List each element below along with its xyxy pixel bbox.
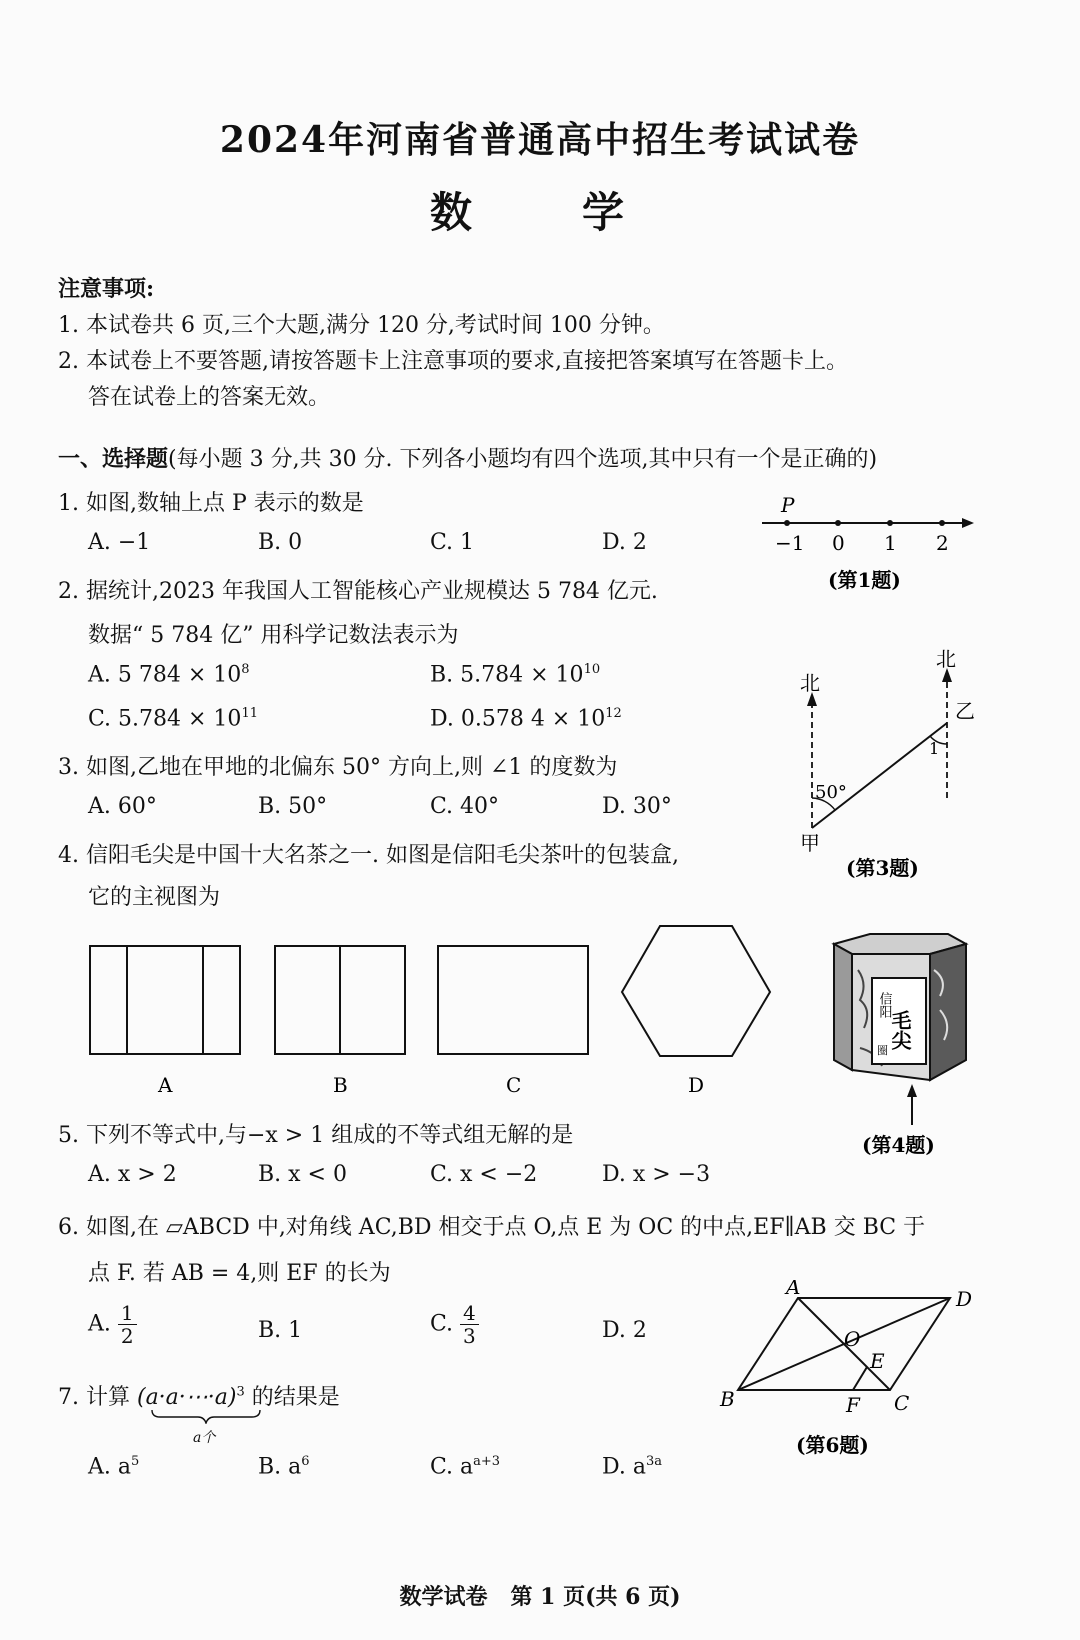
q7-option-a-exp: 5 xyxy=(131,1454,140,1469)
q2-option-d-exp: 12 xyxy=(605,706,622,721)
q2-option-b xyxy=(430,662,600,687)
q2-option-c-base: C. 5.784 × 10 xyxy=(88,706,242,732)
q7-underbrace-label: a个 xyxy=(192,1430,216,1446)
q5-option-b: B. x < 0 xyxy=(258,1162,347,1187)
q6-stem-2: 点 F. 若 AB = 4,则 EF 的长为 xyxy=(88,1261,391,1286)
q7-expression-exp: 3 xyxy=(236,1384,245,1400)
q3-option-d: D. 30° xyxy=(602,794,672,819)
q4-option-c-label: C xyxy=(506,1073,522,1097)
q7-option-b-base: B. a xyxy=(258,1454,302,1480)
q6-point-e: E xyxy=(870,1349,885,1373)
q1-tick-label: 1 xyxy=(884,531,897,555)
q1-tick-label: 2 xyxy=(936,531,949,555)
q4-stem-2: 它的主视图为 xyxy=(88,885,221,910)
q1-option-b: B. 0 xyxy=(258,530,303,555)
q1-stem: 1. 如图,数轴上点 P 表示的数是 xyxy=(58,491,364,516)
q2-option-d-base: D. 0.578 4 × 10 xyxy=(430,706,606,732)
q7-expression xyxy=(136,1385,237,1446)
exam-title: 2024年河南省普通高中招生考试试卷 xyxy=(219,119,861,161)
q3-option-a: A. 60° xyxy=(88,794,157,819)
section-title: 一、选择题 xyxy=(58,446,169,472)
q6-option-b: B. 1 xyxy=(258,1318,303,1343)
q1-point-p: P xyxy=(781,493,795,517)
q1-tick-label: −1 xyxy=(775,531,805,555)
q7-option-d-exp: 3a xyxy=(645,1454,662,1469)
q1-number-line-figure xyxy=(750,490,990,600)
q3-option-c: C. 40° xyxy=(430,794,500,819)
notice-item-2: 2. 本试卷上不要答题,请按答题卡上注意事项的要求,直接把答案填写在答题卡上。 xyxy=(58,349,848,374)
q1-caption: (第1题) xyxy=(828,568,901,592)
q2-option-d xyxy=(430,706,622,731)
q6-option-c xyxy=(430,1302,479,1347)
notice-heading: 注意事项: xyxy=(58,276,155,302)
section-heading xyxy=(58,442,877,473)
tea-box-big-text: 毛尖 xyxy=(888,1010,912,1050)
q6-option-a-numerator: 1 xyxy=(118,1302,137,1325)
q6-option-c-fraction xyxy=(460,1302,479,1347)
q2-option-a xyxy=(88,662,250,687)
q3-north-label: 北 xyxy=(800,671,820,695)
q6-option-a xyxy=(88,1302,137,1347)
q7-stem xyxy=(58,1380,340,1446)
q6-option-d: D. 2 xyxy=(602,1318,647,1343)
q7-option-c-exp: a+3 xyxy=(473,1454,501,1469)
q7-option-b xyxy=(258,1454,310,1479)
q6-point-b: B xyxy=(720,1387,735,1411)
q1-option-c: C. 1 xyxy=(430,530,475,555)
q4-stem: 4. 信阳毛尖是中国十大名茶之一. 如图是信阳毛尖茶叶的包装盒, xyxy=(58,843,679,868)
q6-point-o: O xyxy=(844,1327,861,1351)
q4-option-a-view xyxy=(90,946,240,1054)
section-desc: (每小题 3 分,共 30 分. 下列各小题均有四个选项,其中只有一个是正确的) xyxy=(168,447,878,472)
q3-direction-figure xyxy=(780,640,1000,890)
q6-point-f: F xyxy=(846,1393,860,1417)
page-footer: 数学试卷 第 1 页(共 6 页) xyxy=(399,1584,681,1610)
q4-options-figure xyxy=(80,920,800,1110)
q6-option-c-prefix: C. xyxy=(430,1311,454,1337)
tea-box-seal-text: 圈 xyxy=(877,1044,888,1057)
q7-stem-prefix: 7. 计算 xyxy=(58,1385,130,1410)
q7-option-a-base: A. a xyxy=(88,1454,131,1480)
q2-stem-2: 数据“ 5 784 亿” 用科学记数法表示为 xyxy=(88,623,459,648)
q2-option-c xyxy=(88,706,258,731)
q7-expression-base: (a·a·⋯·a) xyxy=(136,1385,237,1410)
q7-option-b-exp: 6 xyxy=(301,1454,310,1469)
q6-option-c-numerator: 4 xyxy=(460,1302,479,1325)
q4-option-c-view xyxy=(438,946,588,1054)
q3-option-b: B. 50° xyxy=(258,794,328,819)
subject-title: 数学 xyxy=(430,188,735,237)
q5-stem: 5. 下列不等式中,与−x > 1 组成的不等式组无解的是 xyxy=(58,1123,574,1148)
q6-option-c-denominator: 3 xyxy=(463,1324,476,1348)
q5-option-a: A. x > 2 xyxy=(88,1162,177,1187)
notice-item-1: 1. 本试卷共 6 页,三个大题,满分 120 分,考试时间 100 分钟。 xyxy=(58,313,665,338)
q6-option-a-fraction xyxy=(118,1302,137,1347)
q1-option-a: A. −1 xyxy=(88,530,151,555)
q5-option-c: C. x < −2 xyxy=(430,1162,538,1187)
q1-tick-label: 0 xyxy=(832,531,845,555)
q6-point-c: C xyxy=(894,1391,910,1415)
q7-stem-suffix: 的结果是 xyxy=(251,1385,340,1410)
q3-point-jia: 甲 xyxy=(800,831,820,855)
q3-caption: (第3题) xyxy=(846,856,919,880)
q2-stem: 2. 据统计,2023 年我国人工智能核心产业规模达 5 784 亿元. xyxy=(58,579,658,604)
q2-option-b-exp: 10 xyxy=(583,662,601,677)
q7-option-d xyxy=(602,1454,662,1479)
q1-option-d: D. 2 xyxy=(602,530,647,555)
q6-caption: (第6题) xyxy=(796,1433,869,1457)
q4-tea-box-figure xyxy=(820,930,980,1170)
q6-option-a-denominator: 2 xyxy=(120,1324,134,1348)
q4-option-b-label: B xyxy=(333,1073,348,1097)
q6-option-a-prefix: A. xyxy=(88,1311,111,1337)
q7-underbrace xyxy=(150,1408,262,1424)
q7-option-c xyxy=(430,1454,500,1479)
q4-option-a-label: A xyxy=(158,1073,173,1097)
q7-option-d-base: D. a xyxy=(602,1454,646,1480)
q6-stem: 6. 如图,在 ▱ABCD 中,对角线 AC,BD 相交于点 O,点 E 为 OC 的中点,EF∥AB 交 BC 于 xyxy=(58,1215,926,1240)
q4-option-d-view xyxy=(622,926,770,1056)
q3-point-yi: 乙 xyxy=(955,699,975,723)
q3-stem: 3. 如图,乙地在甲地的北偏东 50° 方向上,则 ∠1 的度数为 xyxy=(58,755,618,780)
q3-angle-1: 1 xyxy=(929,739,940,758)
tea-box-small-text: 信阳 xyxy=(876,992,892,1018)
q3-north-label-2: 北 xyxy=(936,647,956,671)
q6-point-d: D xyxy=(956,1287,973,1311)
q4-option-d-label: D xyxy=(688,1073,705,1097)
q4-caption: (第4题) xyxy=(862,1133,935,1157)
q7-option-c-base: C. a xyxy=(430,1454,474,1480)
q6-parallelogram-figure xyxy=(710,1280,990,1470)
q3-angle-50: 50° xyxy=(815,782,847,803)
notice-item-2b: 答在试卷上的答案无效。 xyxy=(88,385,331,410)
q7-option-a xyxy=(88,1454,139,1479)
q6-point-a: A xyxy=(786,1280,801,1299)
q5-option-d: D. x > −3 xyxy=(602,1162,711,1187)
q2-option-c-exp: 11 xyxy=(241,706,258,721)
q2-option-a-base: A. 5 784 × 10 xyxy=(88,662,242,688)
q2-option-a-exp: 8 xyxy=(241,662,250,677)
q2-option-b-base: B. 5.784 × 10 xyxy=(430,662,584,688)
